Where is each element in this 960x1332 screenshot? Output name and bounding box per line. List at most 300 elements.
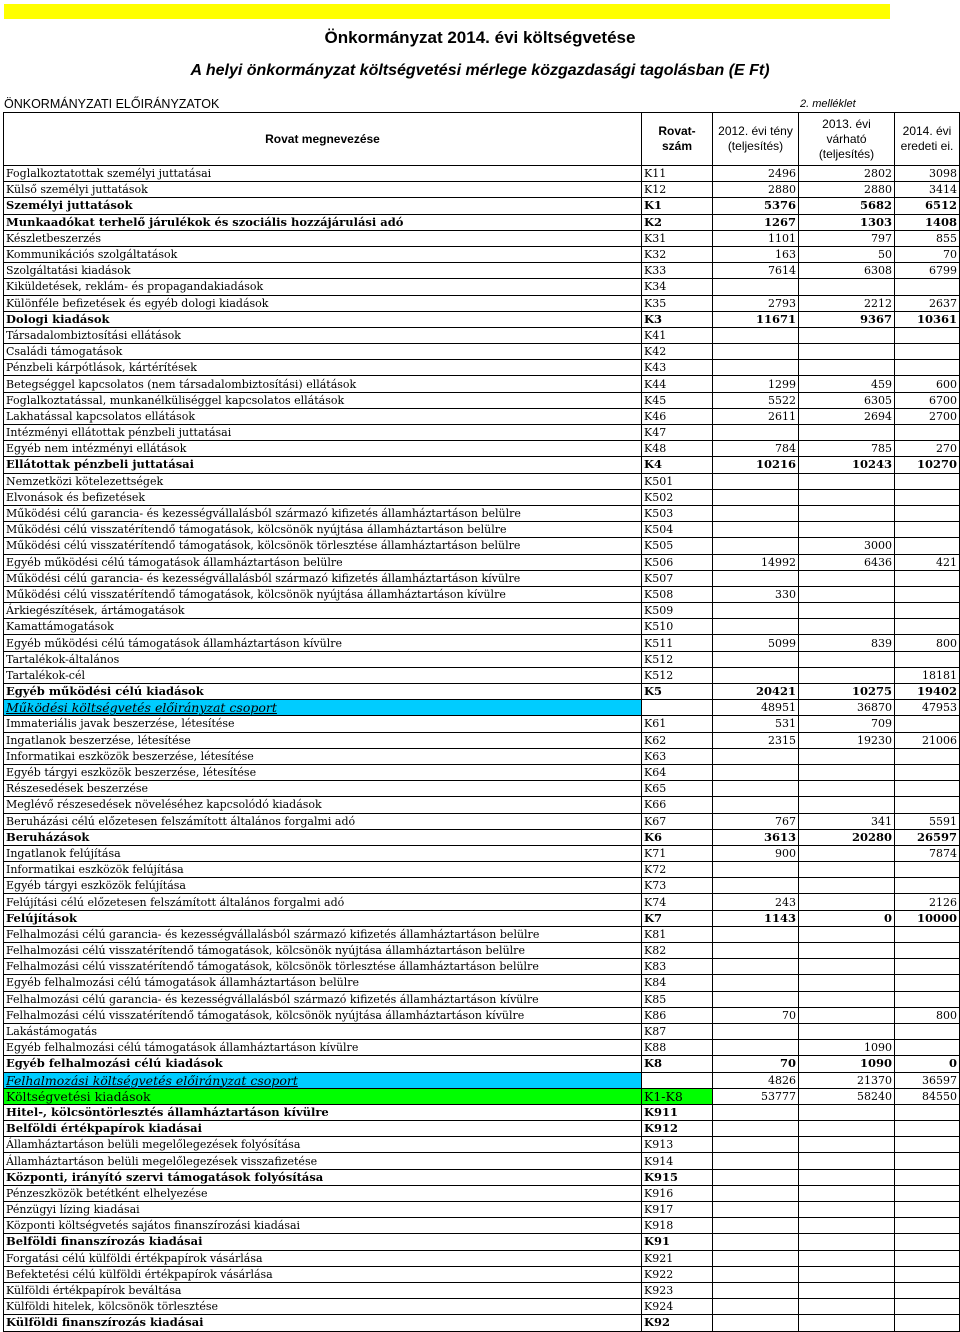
value-2014: 0 [895,1056,960,1072]
value-2013 [799,1169,895,1185]
row-name: Informatikai eszközök beszerzése, létesítése [4,748,642,764]
row-name: Egyéb működési célú kiadások [4,684,642,700]
value-2014 [895,764,960,780]
header-2014: 2014. évi eredeti ei. [895,113,960,166]
table-row [4,1282,960,1298]
table-row [4,684,960,700]
row-name: Központi, irányító szervi támogatások folyósítása [4,1169,642,1185]
table-row [4,214,960,230]
table-row [4,651,960,667]
table-row [4,619,960,635]
table-row [4,473,960,489]
value-2013: 6436 [799,554,895,570]
row-name: Kommunikációs szolgáltatások [4,246,642,262]
row-code: K4 [642,457,713,473]
table-row [4,1218,960,1234]
value-2012 [713,991,799,1007]
value-2013 [799,344,895,360]
row-name: Tartalékok-cél [4,667,642,683]
value-2012 [713,505,799,521]
value-2012 [713,279,799,295]
value-2012: 7614 [713,263,799,279]
value-2014 [895,1040,960,1056]
row-name: Felhalmozási célú visszatérítendő támogatások, kölcsönök nyújtása államháztartáson belülre [4,943,642,959]
row-code: K7 [642,910,713,926]
value-2013 [799,797,895,813]
value-2013 [799,1299,895,1315]
row-code: K31 [642,230,713,246]
table-row [4,862,960,878]
table-row [4,959,960,975]
value-2014 [895,603,960,619]
row-name: Egyéb nem intézményi ellátások [4,441,642,457]
page-subtitle: A helyi önkormányzat költségvetési mérlege közgazdasági tagolásban (E Ft) [190,62,770,79]
value-2013 [799,1218,895,1234]
value-2014 [895,522,960,538]
row-name: Elvonások és befizetések [4,489,642,505]
value-2013 [799,473,895,489]
value-2013 [799,959,895,975]
value-2013 [799,943,895,959]
value-2014 [895,1104,960,1120]
row-name: Felújítások [4,910,642,926]
row-code: K48 [642,441,713,457]
value-2012: 70 [713,1007,799,1023]
row-code: K921 [642,1250,713,1266]
row-code: K12 [642,182,713,198]
row-code: K505 [642,538,713,554]
value-2012: 243 [713,894,799,910]
header-code: Rovat-szám [642,113,713,166]
row-code: K92 [642,1315,713,1331]
table-row [4,1153,960,1169]
table-row [4,1056,960,1072]
value-2013: 1090 [799,1056,895,1072]
table-row [4,279,960,295]
row-name: Kiküldetések, reklám- és propagandakiadások [4,279,642,295]
row-code: K61 [642,716,713,732]
row-code: K506 [642,554,713,570]
row-code: K913 [642,1137,713,1153]
row-name: Kamattámogatások [4,619,642,635]
row-code: K1-K8 [642,1088,713,1104]
table-row [4,1169,960,1185]
value-2012 [713,327,799,343]
value-2012: 2611 [713,408,799,424]
value-2012: 5376 [713,198,799,214]
value-2013: 2694 [799,408,895,424]
value-2012: 330 [713,586,799,602]
row-name: Árkiegészítések, ártámogatások [4,603,642,619]
row-name: Egyéb működési célú támogatások államháztartáson belülre [4,554,642,570]
value-2012: 10216 [713,457,799,473]
value-2014: 3098 [895,166,960,182]
value-2012 [713,943,799,959]
value-2014 [895,943,960,959]
value-2014 [895,619,960,635]
table-row [4,505,960,521]
value-2012: 2496 [713,166,799,182]
value-2013 [799,1282,895,1298]
table-row [4,344,960,360]
table-row [4,1202,960,1218]
row-code: K8 [642,1056,713,1072]
table-row [4,1266,960,1282]
value-2012: 767 [713,813,799,829]
table-row [4,700,960,716]
row-code: K34 [642,279,713,295]
value-2013 [799,1202,895,1218]
value-2012: 2793 [713,295,799,311]
top-yellow-bar [4,4,890,19]
table-row [4,522,960,538]
table-row [4,489,960,505]
value-2014: 2126 [895,894,960,910]
value-2013 [799,1234,895,1250]
header-2012: 2012. évi tény (teljesítés) [713,113,799,166]
table-row [4,732,960,748]
value-2014 [895,1266,960,1282]
value-2012 [713,1266,799,1282]
table-row [4,1234,960,1250]
value-2013 [799,845,895,861]
value-2012: 1101 [713,230,799,246]
row-name: Informatikai eszközök felújítása [4,862,642,878]
value-2012 [713,344,799,360]
value-2013 [799,586,895,602]
table-row [4,392,960,408]
value-2013: 785 [799,441,895,457]
row-name: Egyéb működési célú támogatások államháztartáson kívülre [4,635,642,651]
row-code: K64 [642,764,713,780]
value-2012: 2315 [713,732,799,748]
row-code: K43 [642,360,713,376]
row-code: K82 [642,943,713,959]
value-2012 [713,1153,799,1169]
table-row [4,295,960,311]
table-row [4,813,960,829]
row-code: K46 [642,408,713,424]
table-row [4,360,960,376]
value-2014 [895,748,960,764]
value-2014: 600 [895,376,960,392]
table-row [4,1250,960,1266]
value-2013 [799,570,895,586]
value-2013: 21370 [799,1072,895,1088]
value-2013: 6305 [799,392,895,408]
section-label: ÖNKORMÁNYZATI ELŐIRÁNYZATOK [4,97,220,111]
value-2013 [799,991,895,1007]
row-name: Működési célú garancia- és kezességvállalásból származó kifizetés államháztartáson belülre [4,505,642,521]
value-2014: 421 [895,554,960,570]
row-name: Foglalkoztatottak személyi juttatásai [4,166,642,182]
table-row [4,716,960,732]
table-row [4,198,960,214]
table-row [4,878,960,894]
value-2013 [799,489,895,505]
row-name: Felújítási célú előzetesen felszámított általános forgalmi adó [4,894,642,910]
value-2012 [713,1121,799,1137]
row-name: Külföldi finanszírozás kiadásai [4,1315,642,1331]
table-row [4,910,960,926]
row-code: K924 [642,1299,713,1315]
value-2014 [895,716,960,732]
value-2013 [799,360,895,376]
value-2013 [799,603,895,619]
row-code: K1 [642,198,713,214]
row-code: K917 [642,1202,713,1218]
table-row [4,845,960,861]
value-2014 [895,1023,960,1039]
value-2013 [799,926,895,942]
row-code: K511 [642,635,713,651]
row-code: K916 [642,1185,713,1201]
row-name: Egyéb felhalmozási célú kiadások [4,1056,642,1072]
value-2014 [895,505,960,521]
value-2014: 7874 [895,845,960,861]
row-code: K923 [642,1282,713,1298]
row-code: K509 [642,603,713,619]
value-2013 [799,878,895,894]
value-2012: 1299 [713,376,799,392]
page-title: Önkormányzat 2014. évi költségvetése [324,28,636,47]
row-code: K62 [642,732,713,748]
row-name: Felhalmozási célú garancia- és kezességvállalásból származó kifizetés államháztartáson kívülre [4,991,642,1007]
value-2014 [895,926,960,942]
value-2013 [799,651,895,667]
value-2014: 6700 [895,392,960,408]
value-2013: 50 [799,246,895,262]
row-name: Nemzetközi kötelezettségek [4,473,642,489]
budget-table [3,112,960,1332]
row-code: K911 [642,1104,713,1120]
value-2014 [895,975,960,991]
value-2013: 839 [799,635,895,651]
row-code: K3 [642,311,713,327]
row-name: Belföldi finanszírozás kiadásai [4,1234,642,1250]
row-name: Pénzügyi lízing kiadásai [4,1202,642,1218]
value-2013 [799,1121,895,1137]
value-2014 [895,1169,960,1185]
row-name: Egyéb tárgyi eszközök felújítása [4,878,642,894]
table-row [4,943,960,959]
table-row [4,230,960,246]
value-2013: 2880 [799,182,895,198]
table-row [4,166,960,182]
value-2012 [713,1218,799,1234]
row-name: Külső személyi juttatások [4,182,642,198]
value-2014: 2700 [895,408,960,424]
table-row [4,425,960,441]
row-code: K67 [642,813,713,829]
table-row [4,570,960,586]
value-2012 [713,489,799,505]
value-2014 [895,489,960,505]
table-row [4,975,960,991]
value-2013: 459 [799,376,895,392]
value-2012 [713,1104,799,1120]
row-name: Belföldi értékpapírok kiadásai [4,1121,642,1137]
value-2014: 36597 [895,1072,960,1088]
value-2014 [895,878,960,894]
row-name: Lakástámogatás [4,1023,642,1039]
value-2014: 21006 [895,732,960,748]
value-2013: 36870 [799,700,895,716]
row-name: Ellátottak pénzbeli juttatásai [4,457,642,473]
value-2014 [895,1218,960,1234]
value-2014 [895,1299,960,1315]
value-2012 [713,1137,799,1153]
row-name: Különféle befizetések és egyéb dologi kiadások [4,295,642,311]
annex-label: 2. melléklet [800,98,856,110]
table-row [4,991,960,1007]
value-2013 [799,1104,895,1120]
value-2013: 19230 [799,732,895,748]
row-code: K88 [642,1040,713,1056]
value-2012 [713,959,799,975]
value-2012: 70 [713,1056,799,1072]
value-2012 [713,764,799,780]
value-2012 [713,1040,799,1056]
row-name: Társadalombiztosítási ellátások [4,327,642,343]
value-2014: 6799 [895,263,960,279]
value-2012 [713,538,799,554]
row-code: K915 [642,1169,713,1185]
value-2014 [895,360,960,376]
row-code: K84 [642,975,713,991]
value-2012 [713,748,799,764]
value-2013 [799,1315,895,1331]
value-2012: 3613 [713,829,799,845]
value-2014: 800 [895,635,960,651]
value-2014 [895,344,960,360]
value-2014 [895,1153,960,1169]
value-2014 [895,651,960,667]
row-code: K508 [642,586,713,602]
value-2012: 531 [713,716,799,732]
value-2012 [713,619,799,635]
value-2014: 270 [895,441,960,457]
value-2012: 14992 [713,554,799,570]
table-row [4,457,960,473]
value-2013 [799,1007,895,1023]
value-2013 [799,975,895,991]
value-2013 [799,327,895,343]
value-2014: 5591 [895,813,960,829]
row-name: Államháztartáson belüli megelőlegezések visszafizetése [4,1153,642,1169]
row-name: Készletbeszerzés [4,230,642,246]
value-2013 [799,1137,895,1153]
row-code: K503 [642,505,713,521]
table-row [4,1088,960,1104]
row-code: K918 [642,1218,713,1234]
value-2013: 20280 [799,829,895,845]
table-row [4,635,960,651]
value-2014: 26597 [895,829,960,845]
value-2012 [713,1169,799,1185]
value-2012 [713,1250,799,1266]
row-name: Felhalmozási célú visszatérítendő támogatások, kölcsönök törlesztése államháztartáson belülre [4,959,642,975]
value-2012 [713,1234,799,1250]
row-name: Munkaadókat terhelő járulékok és szociális hozzájárulási adó [4,214,642,230]
value-2012: 53777 [713,1088,799,1104]
table-row [4,1299,960,1315]
value-2013: 9367 [799,311,895,327]
value-2012 [713,667,799,683]
value-2012 [713,360,799,376]
row-name: Külföldi értékpapírok beváltása [4,1282,642,1298]
value-2013: 709 [799,716,895,732]
table-row [4,894,960,910]
value-2013 [799,764,895,780]
value-2013: 3000 [799,538,895,554]
value-2014 [895,781,960,797]
row-name: Felhalmozási célú garancia- és kezességvállalásból származó kifizetés államháztartáson belülre [4,926,642,942]
row-name: Befektetési célú külföldi értékpapírok vásárlása [4,1266,642,1282]
value-2014: 18181 [895,667,960,683]
row-code: K504 [642,522,713,538]
value-2013: 2802 [799,166,895,182]
value-2012 [713,1315,799,1331]
table-row [4,1185,960,1201]
row-code: K71 [642,845,713,861]
value-2012 [713,975,799,991]
value-2012: 1267 [713,214,799,230]
row-code: K86 [642,1007,713,1023]
row-name: Pénzbeli kárpótlások, kártérítések [4,360,642,376]
value-2014: 6512 [895,198,960,214]
table-row [4,797,960,813]
value-2013 [799,1023,895,1039]
value-2012: 784 [713,441,799,457]
row-code: K922 [642,1266,713,1282]
value-2013: 341 [799,813,895,829]
row-code: K33 [642,263,713,279]
table-row [4,1104,960,1120]
row-code [642,1072,713,1088]
row-name: Működési célú garancia- és kezességvállalásból származó kifizetés államháztartáson kívülre [4,570,642,586]
row-name: Részesedések beszerzése [4,781,642,797]
row-code: K42 [642,344,713,360]
table-row [4,1072,960,1088]
row-name: Költségvetési kiadások [4,1088,642,1104]
value-2013: 0 [799,910,895,926]
row-code: K44 [642,376,713,392]
table-row [4,926,960,942]
row-name: Betegséggel kapcsolatos (nem társadalombiztosítási) ellátások [4,376,642,392]
row-name: Államháztartáson belüli megelőlegezések folyósítása [4,1137,642,1153]
value-2013 [799,1266,895,1282]
row-name: Pénzeszközök betétként elhelyezése [4,1185,642,1201]
row-name: Ingatlanok felújítása [4,845,642,861]
row-name: Intézményi ellátottak pénzbeli juttatásai [4,425,642,441]
value-2013 [799,862,895,878]
row-code: K85 [642,991,713,1007]
value-2013 [799,1250,895,1266]
value-2013 [799,279,895,295]
value-2014: 10361 [895,311,960,327]
value-2014 [895,570,960,586]
value-2014 [895,1185,960,1201]
row-code: K510 [642,619,713,635]
row-code: K912 [642,1121,713,1137]
row-code: K2 [642,214,713,230]
value-2013 [799,505,895,521]
row-name: Lakhatással kapcsolatos ellátások [4,408,642,424]
row-name: Beruházások [4,829,642,845]
value-2013: 2212 [799,295,895,311]
value-2012 [713,425,799,441]
